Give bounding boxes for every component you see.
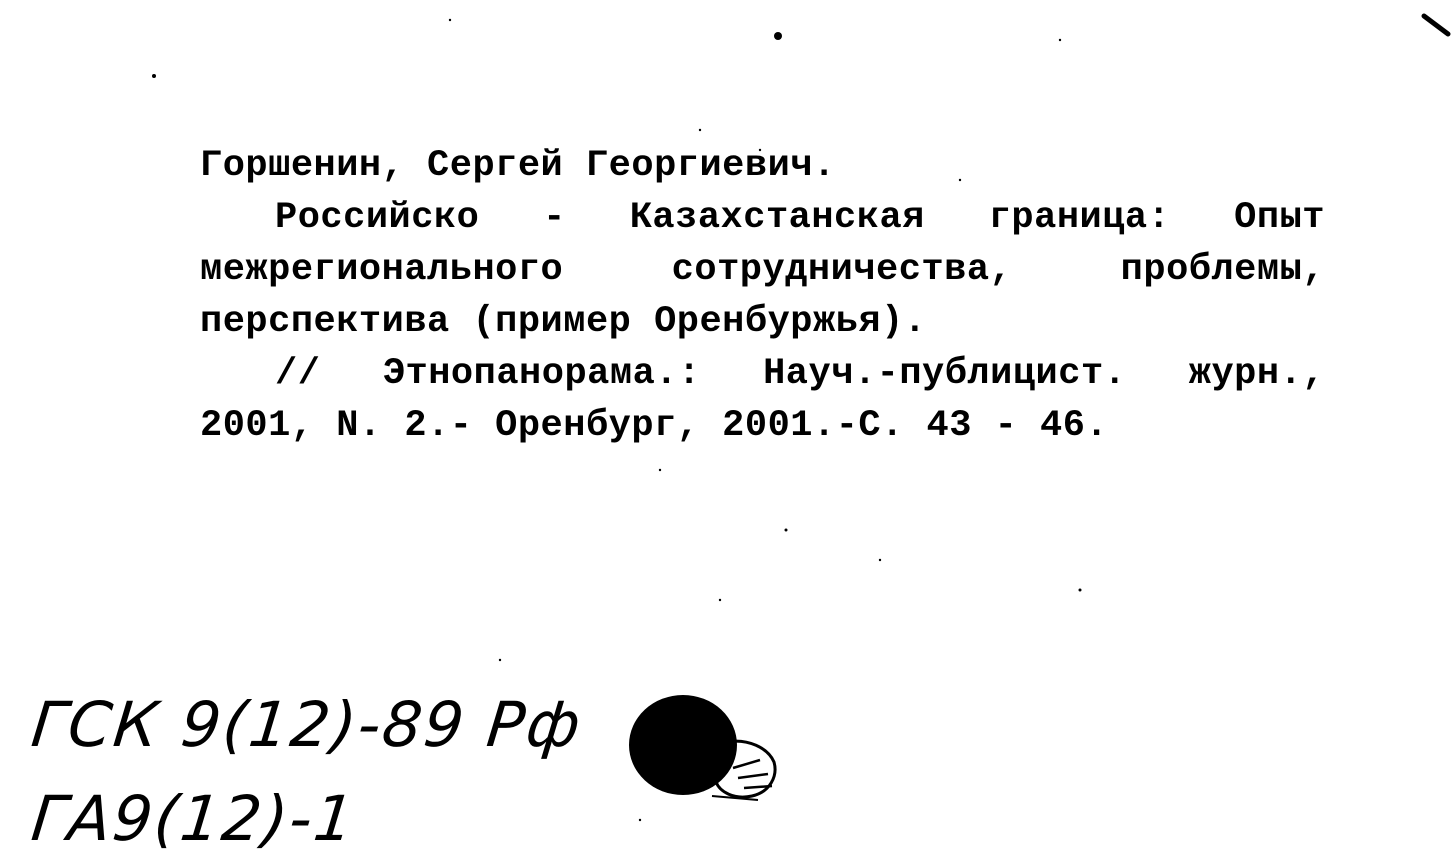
speck <box>449 19 451 21</box>
ink-blot <box>629 695 775 800</box>
title-line-3: перспектива (пример Оренбуржья). <box>200 301 927 343</box>
speck <box>1059 39 1061 41</box>
speck <box>1079 589 1082 592</box>
author-name: Горшенин, Сергей Георгиевич. <box>200 145 836 187</box>
source-line-2: 2001, N. 2.- Оренбург, 2001.-С. 43 - 46. <box>200 405 1109 447</box>
speck <box>785 529 788 532</box>
bibliographic-entry <box>200 140 1325 452</box>
title-line-2: межрегионального сотрудничества, проблемы, <box>200 249 1325 291</box>
speck <box>659 469 661 471</box>
speck <box>774 32 782 40</box>
source-line-1: // Этнопанорама.: Науч.-публицист. журн., <box>275 353 1325 395</box>
speck <box>639 819 641 821</box>
speck <box>499 659 501 661</box>
classification-code-1: ГСК 9(12)-89 Рф <box>28 688 586 761</box>
classification-code-2: ГА9(12)-1 <box>28 782 360 855</box>
speck <box>719 599 721 601</box>
corner-scratch <box>1424 16 1448 34</box>
title-line-1: Российско - Казахстанская граница: Опыт <box>275 197 1325 239</box>
speck <box>152 74 156 78</box>
speck <box>699 129 701 131</box>
speck <box>879 559 881 561</box>
